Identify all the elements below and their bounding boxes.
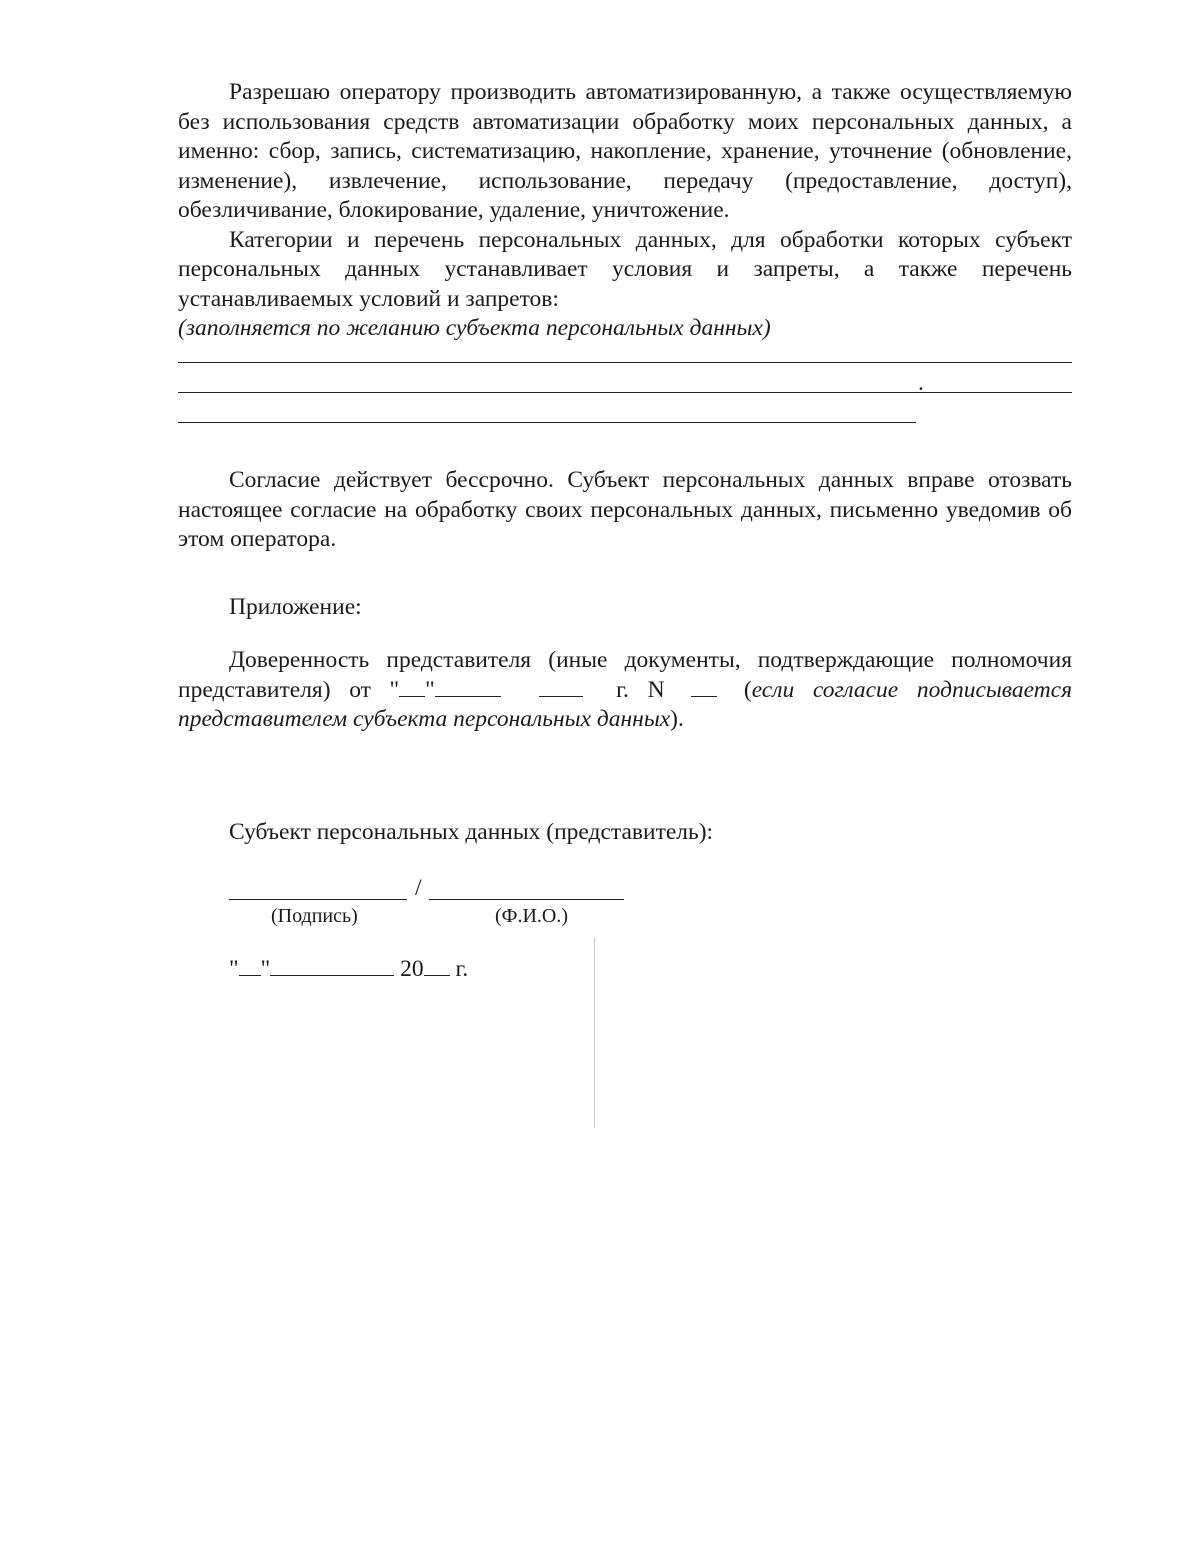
- categories-note: (заполняется по желанию субъекта персональных данных): [178, 315, 771, 341]
- date-open-quote: ": [229, 956, 239, 982]
- poa-note-open: (: [743, 676, 752, 703]
- subject-label: Субъект персональных данных (представитель):: [229, 818, 714, 845]
- signature-caption: (Подпись): [271, 905, 358, 927]
- consent-actions-paragraph: Разрешаю оператору производить автоматизированную, а также осуществляемую без использования средств автоматизации обработку моих персональных данных, а именно: сбор, запись, систематизацию, накопление, хранение, уточнение (обновление, изменение), извлечение, использование, передачу (предоставление, доступ), обезличивание, блокирование, удаление, уничтожение.: [178, 79, 1072, 223]
- date-year-blank[interactable]: [424, 975, 450, 976]
- date-year-prefix: 20: [400, 956, 424, 982]
- poa-note: если согласие подписывается представителем субъекта персональных данных: [178, 676, 1073, 732]
- categories-paragraph: Категории и перечень персональных данных, для обработки которых субъект персональных данных устанавливает условия и запреты, а также перечень устанавливаемых условий и запретов:: [178, 226, 1072, 312]
- poa-year-suffix: г. N: [616, 676, 665, 703]
- signature-line[interactable]: [229, 899, 407, 900]
- poa-note-close: ).: [670, 706, 684, 732]
- poa-month-blank[interactable]: [435, 696, 501, 697]
- fill-line-3[interactable]: [178, 422, 916, 423]
- poa-number-blank[interactable]: [691, 696, 717, 697]
- name-caption: (Ф.И.О.): [495, 905, 569, 927]
- poa-day-blank[interactable]: [399, 696, 425, 697]
- date-year-suffix: г.: [455, 956, 469, 982]
- full-name-line[interactable]: [429, 899, 624, 900]
- fill-line-1[interactable]: [178, 362, 1072, 363]
- poa-paragraph: [178, 646, 1072, 735]
- signature-slash: /: [415, 875, 422, 901]
- poa-year-blank[interactable]: [539, 696, 583, 697]
- poa-quote-close: ": [425, 676, 435, 703]
- appendix-title: Приложение:: [229, 593, 362, 620]
- date-month-blank[interactable]: [270, 975, 394, 976]
- date-day-blank[interactable]: [239, 975, 261, 976]
- date-close-quote: ": [260, 956, 271, 982]
- validity-paragraph: Согласие действует бессрочно. Субъект персональных данных вправе отозвать настоящее согласие на обработку своих персональных данных, письменно уведомив об этом оператора.: [178, 467, 1072, 552]
- document-body: [178, 78, 1072, 847]
- fill-line-end-dot: .: [918, 369, 924, 396]
- date-line: [229, 956, 468, 983]
- poa-text: Доверенность представителя (иные документы, подтверждающие полномочия представителя) от ": [178, 647, 1072, 703]
- scan-artifact: [594, 938, 595, 1128]
